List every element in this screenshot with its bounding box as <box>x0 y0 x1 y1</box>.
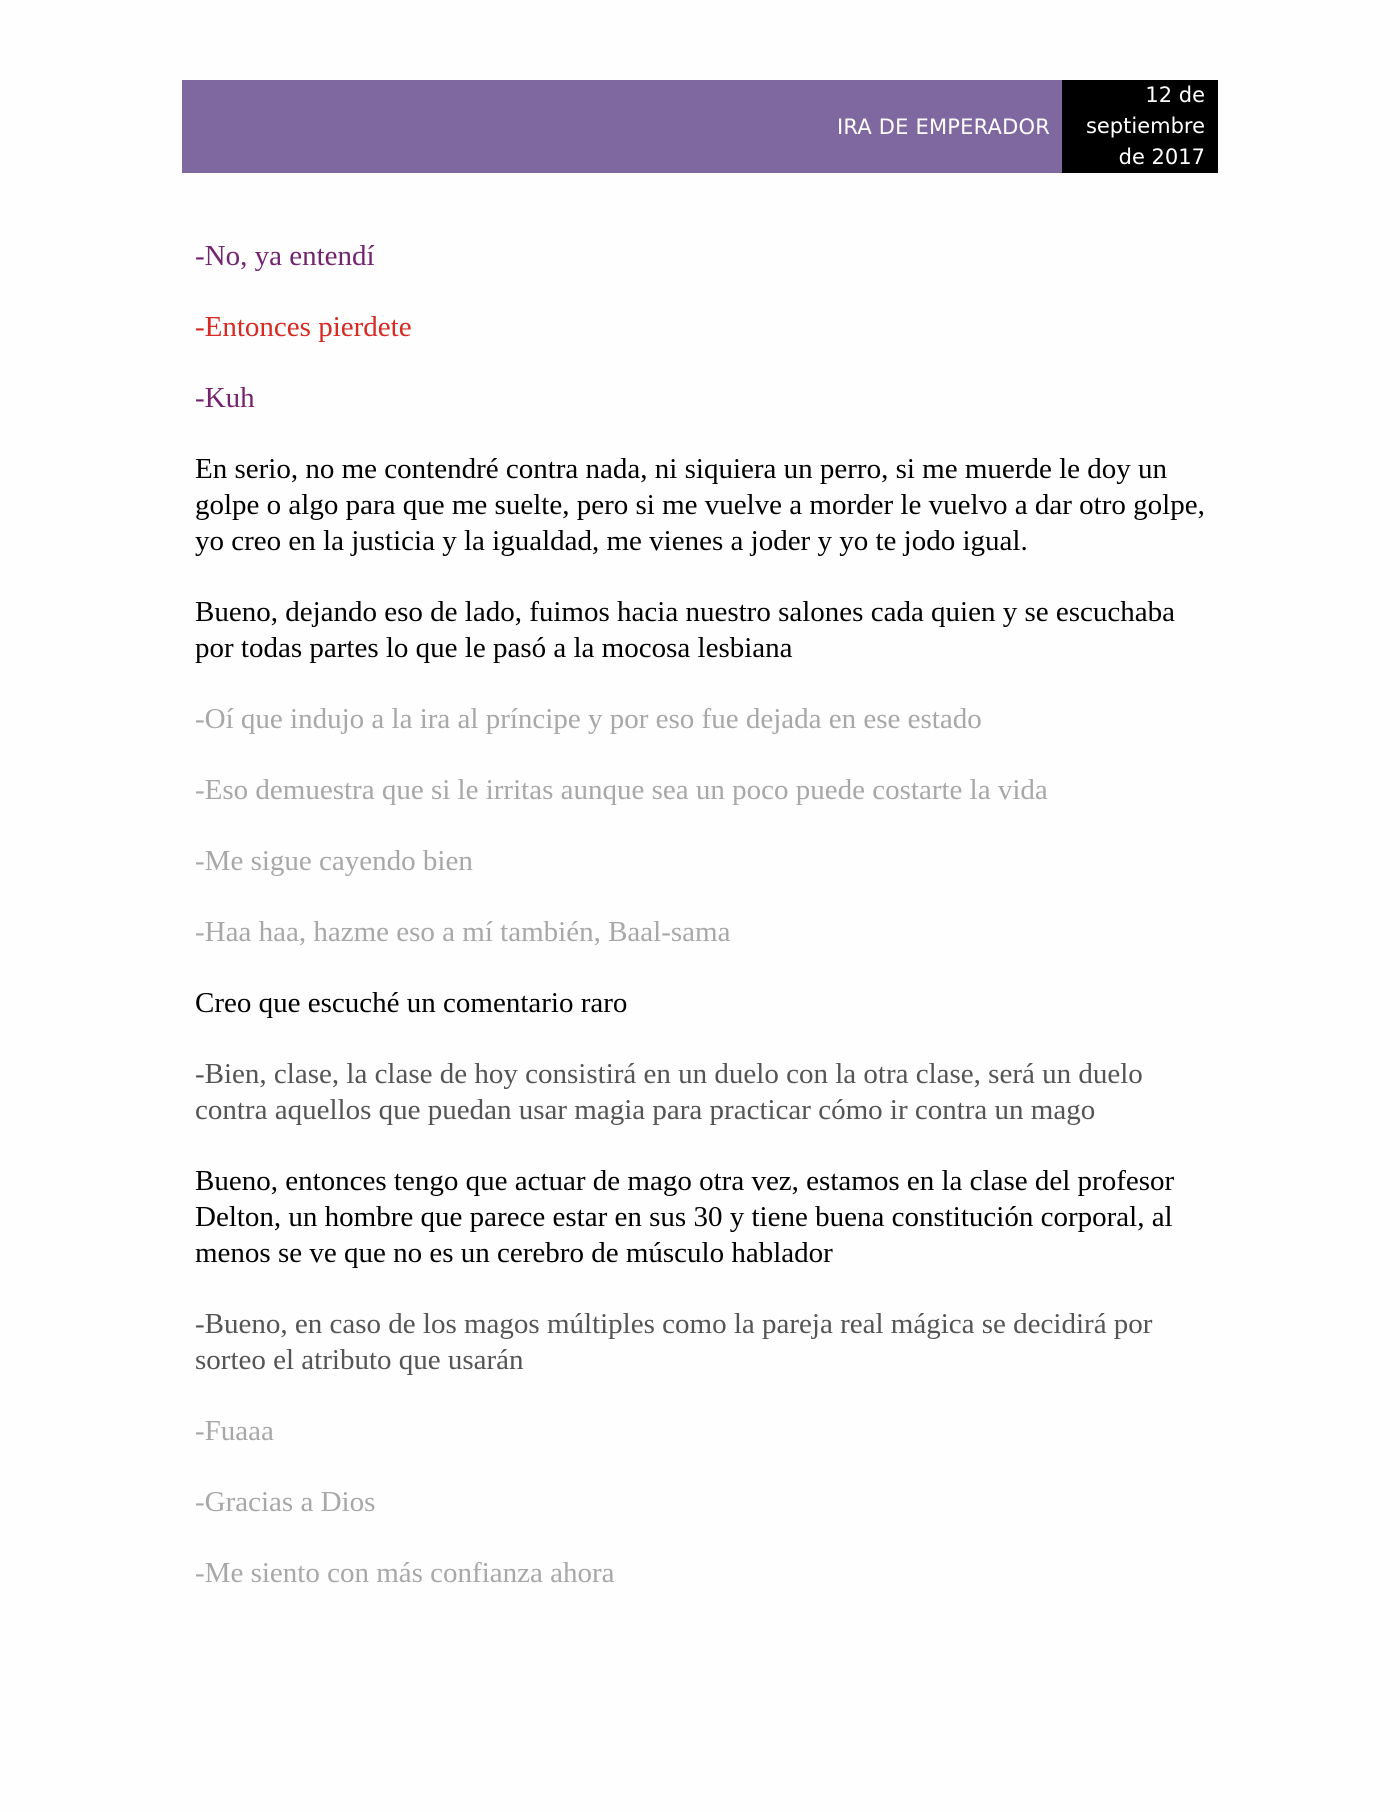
dialogue-line: -Me siento con más confianza ahora <box>195 1557 615 1589</box>
dialogue-line: -Haa haa, hazme eso a mí también, Baal-sama <box>195 916 731 948</box>
narration-paragraph: En serio, no me contendré contra nada, ni siquiera un perro, si me muerde le doy un golpe o algo para que me suelte, pero si me vuelve a morder le vuelvo a dar otro golpe, yo creo en la justicia y la igualdad, me vienes a joder y yo te jodo igual. <box>195 453 1205 557</box>
document-body <box>195 238 1215 1626</box>
narration-paragraph: Bueno, entonces tengo que actuar de mago otra vez, estamos en la clase del profesor Delton, un hombre que parece estar en sus 30 y tiene buena constitución corporal, al menos se ve que no es un cerebro de músculo hablador <box>195 1165 1175 1269</box>
dialogue-line: -Entonces pierdete <box>195 311 412 343</box>
header-title: IRA DE EMPERADOR <box>836 114 1050 139</box>
page-header <box>182 80 1218 173</box>
dialogue-line: -Gracias a Dios <box>195 1486 376 1518</box>
header-title-bar <box>182 80 1062 173</box>
dialogue-line: -Oí que indujo a la ira al príncipe y por eso fue dejada en ese estado <box>195 703 982 735</box>
dialogue-line: -Fuaaa <box>195 1415 274 1447</box>
dialogue-line: -No, ya entendí <box>195 240 375 272</box>
dialogue-line: -Me sigue cayendo bien <box>195 845 473 877</box>
header-date: 12 de septiembre de 2017 <box>1085 83 1205 169</box>
dialogue-line: -Kuh <box>195 382 255 414</box>
dialogue-line: -Bien, clase, la clase de hoy consistirá en un duelo con la otra clase, será un duelo contra aquellos que puedan usar magia para practicar cómo ir contra un mago <box>195 1058 1143 1126</box>
header-date-box <box>1062 80 1218 173</box>
dialogue-line: -Bueno, en caso de los magos múltiples como la pareja real mágica se decidirá por sorteo el atributo que usarán <box>195 1308 1153 1376</box>
narration-paragraph: Bueno, dejando eso de lado, fuimos hacia nuestro salones cada quien y se escuchaba por todas partes lo que le pasó a la mocosa lesbiana <box>195 596 1176 664</box>
narration-paragraph: Creo que escuché un comentario raro <box>195 987 628 1019</box>
dialogue-line: -Eso demuestra que si le irritas aunque sea un poco puede costarte la vida <box>195 774 1048 806</box>
